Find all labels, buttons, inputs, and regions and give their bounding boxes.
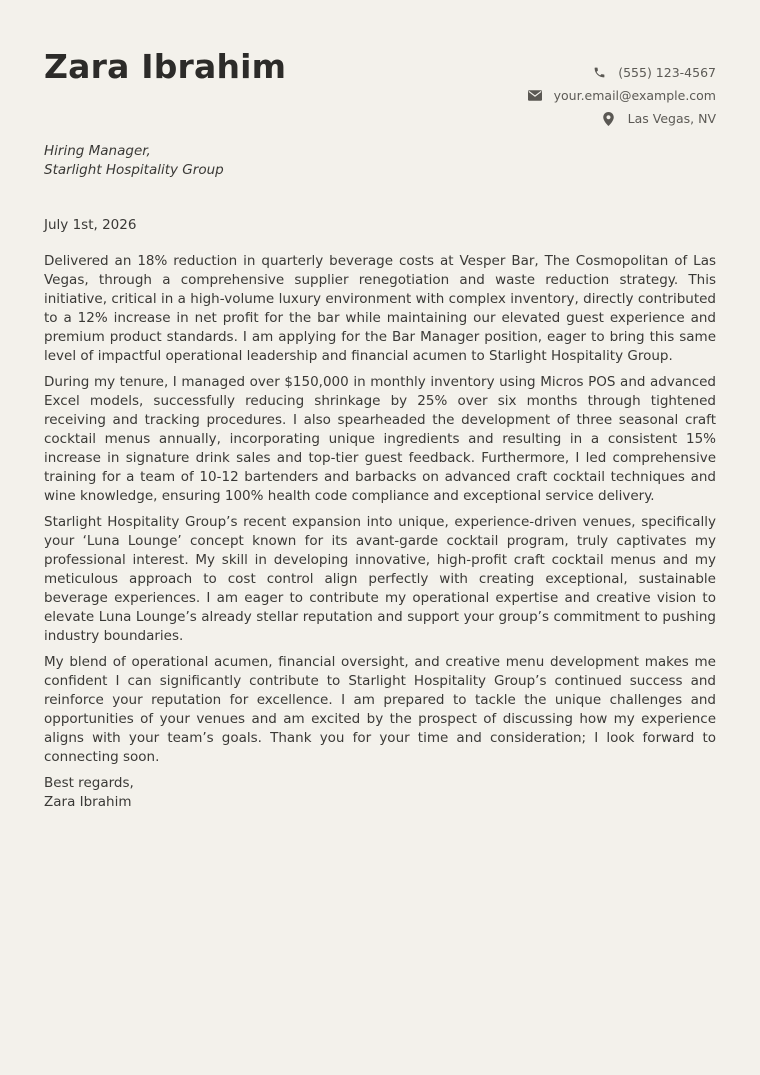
letter-body bbox=[44, 252, 716, 767]
location-text: Las Vegas, NV bbox=[627, 111, 716, 126]
contact-phone-row bbox=[527, 61, 716, 84]
closing-salutation: Best regards, bbox=[44, 775, 134, 791]
recipient-block bbox=[44, 142, 716, 180]
applicant-name: Zara Ibrahim bbox=[44, 47, 287, 86]
contact-location-row bbox=[527, 107, 716, 130]
envelope-icon bbox=[527, 88, 543, 104]
body-paragraph: My blend of operational acumen, financial oversight, and creative menu development makes me confident I can significantly contribute to Starlight Hospitality Group’s continued success and reinforce your reputation for excellence. I am prepared to tackle the unique challenges and opportunities of your venues and am excited by the prospect of discussing how my experience aligns with your team’s goals. Thank you for your time and consideration; I look forward to connecting soon. bbox=[44, 654, 716, 765]
letter-header bbox=[44, 0, 716, 132]
map-pin-icon bbox=[601, 111, 617, 127]
recipient-title: Hiring Manager, bbox=[44, 143, 151, 159]
phone-icon bbox=[591, 65, 607, 81]
body-paragraph: Delivered an 18% reduction in quarterly beverage costs at Vesper Bar, The Cosmopolitan of Las Vegas, through a comprehensive supplier renegotiation and waste reduction strategy. This initiative, critical in a high-volume luxury environment with complex inventory, directly contributed to a 12% increase in net profit for the bar while maintaining our elevated guest experience and premium product standards. I am applying for the Bar Manager position, eager to bring this same level of impactful operational leadership and financial acumen to Starlight Hospitality Group. bbox=[44, 253, 716, 364]
letter-closing bbox=[44, 774, 716, 812]
body-paragraph: During my tenure, I managed over $150,000 in monthly inventory using Micros POS and advanced Excel models, successfully reducing shrinkage by 25% over six months through tightened receiving and tracking procedures. I also spearheaded the development of three seasonal craft cocktail menus annually, incorporating unique ingredients and resulting in a consistent 15% increase in signature drink sales and top-tier guest feedback. Furthermore, I led comprehensive training for a team of 10-12 bartenders and barbacks on advanced craft cocktail techniques and wine knowledge, ensuring 100% health code compliance and exceptional service delivery. bbox=[44, 374, 716, 504]
phone-text: (555) 123-4567 bbox=[618, 65, 716, 80]
contact-email-row bbox=[527, 84, 716, 107]
body-paragraph: Starlight Hospitality Group’s recent expansion into unique, experience-driven venues, specifically your ‘Luna Lounge’ concept known for its avant-garde cocktail program, truly captivates my professional interest. My skill in developing innovative, high-profit craft cocktail menus and my meticulous approach to cost control align perfectly with creating exceptional, sustainable beverage experiences. I am eager to contribute my operational expertise and creative vision to elevate Luna Lounge’s already stellar reputation and support your group’s commitment to pushing industry boundaries. bbox=[44, 514, 716, 644]
recipient-company: Starlight Hospitality Group bbox=[44, 162, 224, 178]
signature-name: Zara Ibrahim bbox=[44, 794, 132, 810]
letter-date: July 1st, 2026 bbox=[44, 217, 137, 233]
email-text[interactable]: your.email@example.com bbox=[553, 88, 716, 103]
contact-info bbox=[527, 61, 716, 130]
